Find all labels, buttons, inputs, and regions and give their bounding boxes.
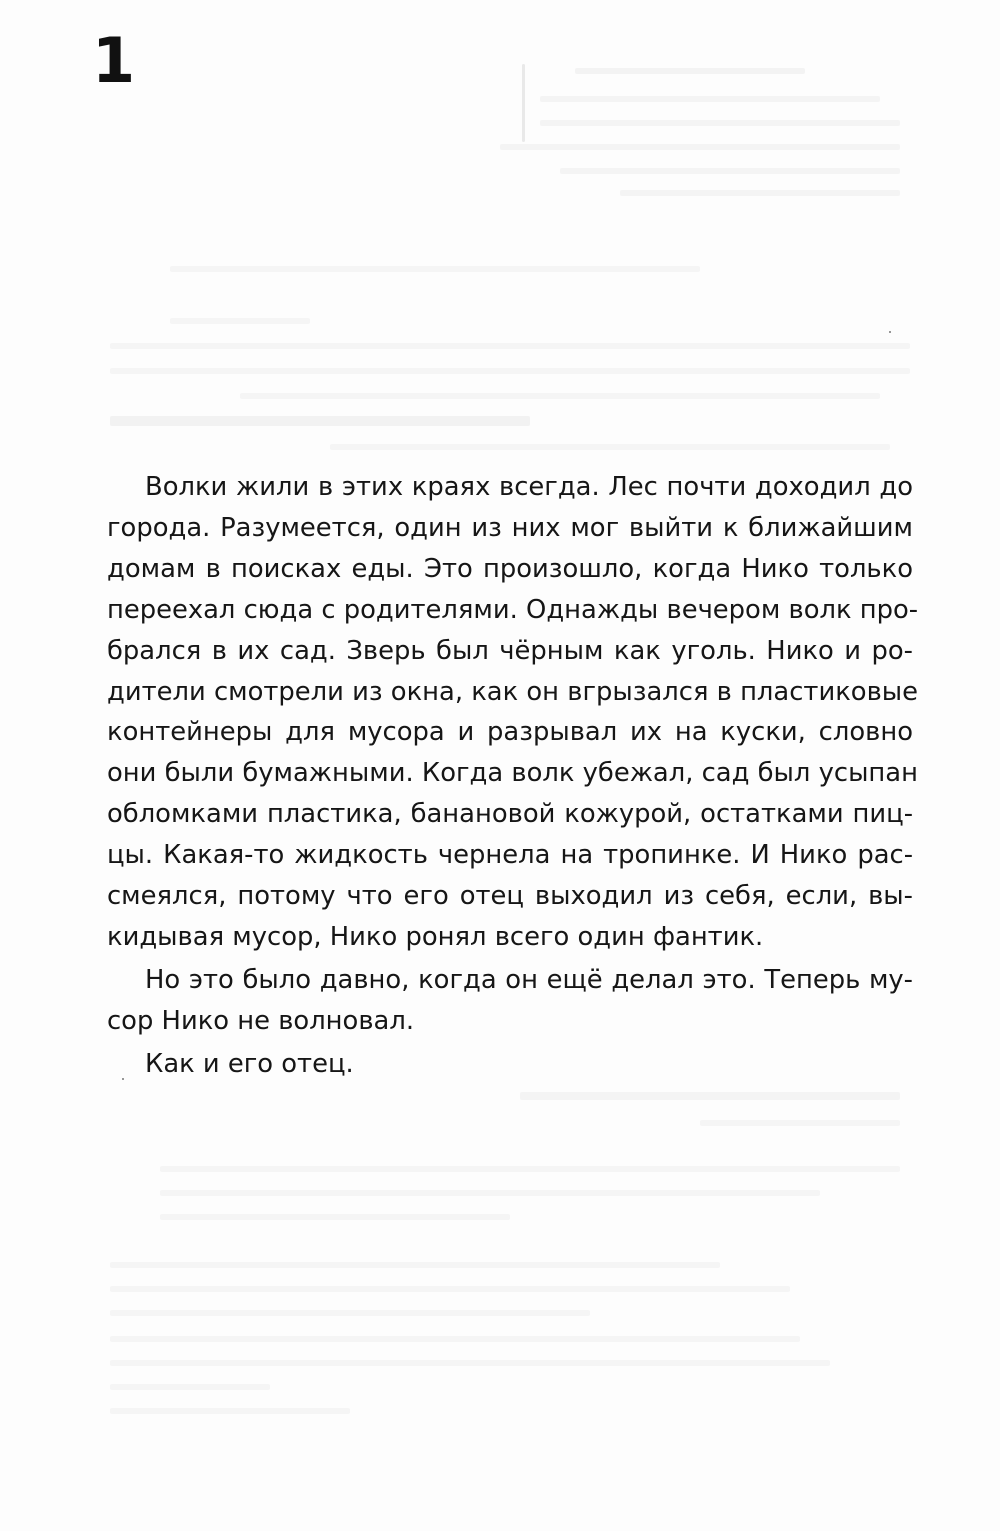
bleed-through-mark	[160, 1166, 900, 1172]
text-line: Как и его отец.	[145, 1048, 354, 1079]
bleed-through-mark	[170, 318, 310, 324]
text-line: домам в поисках еды. Это произошло, когда Нико только	[107, 553, 913, 584]
bleed-through-mark	[540, 96, 880, 102]
text-line: города. Разумеется, один из них мог выйти к ближайшим	[107, 512, 913, 543]
bleed-through-mark	[110, 1336, 800, 1342]
text-line: сор Нико не волновал.	[107, 1005, 415, 1036]
text-line: они были бумажными. Когда волк убежал, сад был усыпан	[107, 758, 918, 789]
bleed-through-mark	[540, 120, 900, 126]
text-line: обломками пластика, банановой кожурой, остатками пиц-	[107, 799, 913, 830]
chapter-text	[107, 467, 919, 1085]
scan-speck	[889, 331, 891, 333]
bleed-through-mark	[620, 190, 900, 196]
text-line: Но это было давно, когда он ещё делал это. Теперь му-	[145, 964, 913, 995]
bleed-through-mark	[330, 444, 890, 450]
text-line: цы. Какая-то жидкость чернела на тропинке. И Нико рас-	[107, 840, 913, 871]
chapter-number: 1	[92, 24, 136, 97]
bleed-through-mark	[170, 266, 700, 272]
bleed-through-mark	[575, 68, 805, 74]
bleed-through-mark	[110, 1408, 350, 1414]
text-line: брался в их сад. Зверь был чёрным как уголь. Нико и ро-	[107, 635, 913, 666]
bleed-through-mark	[520, 1092, 900, 1100]
bleed-through-mark	[560, 168, 900, 174]
text-line: дители смотрели из окна, как он вгрызался в пластиковые	[107, 676, 919, 707]
paragraph	[107, 467, 919, 958]
bleed-through-mark	[110, 1262, 720, 1268]
paragraph	[107, 1044, 913, 1085]
text-line: кидывая мусор, Нико ронял всего один фантик.	[107, 921, 764, 952]
text-line: смеялся, потому что его отец выходил из себя, если, вы-	[107, 881, 913, 912]
text-line: Волки жили в этих краях всегда. Лес почти доходил до	[145, 472, 913, 502]
bleed-through-mark	[110, 368, 910, 374]
bleed-through-mark	[110, 1310, 590, 1316]
bleed-through-mark	[110, 1384, 270, 1390]
bleed-through-mark	[110, 416, 530, 426]
bleed-through-mark	[522, 64, 525, 142]
text-line: контейнеры для мусора и разрывал их на куски, словно	[107, 717, 913, 748]
bleed-through-mark	[110, 343, 910, 349]
bleed-through-mark	[110, 1360, 830, 1366]
bleed-through-mark	[240, 393, 880, 399]
bleed-through-mark	[700, 1120, 900, 1126]
bleed-through-mark	[160, 1214, 510, 1220]
bleed-through-mark	[500, 144, 900, 150]
bleed-through-mark	[160, 1190, 820, 1196]
paragraph	[107, 960, 913, 1042]
bleed-through-mark	[110, 1286, 790, 1292]
text-line: переехал сюда с родителями. Однажды вечером волк про-	[107, 594, 919, 625]
